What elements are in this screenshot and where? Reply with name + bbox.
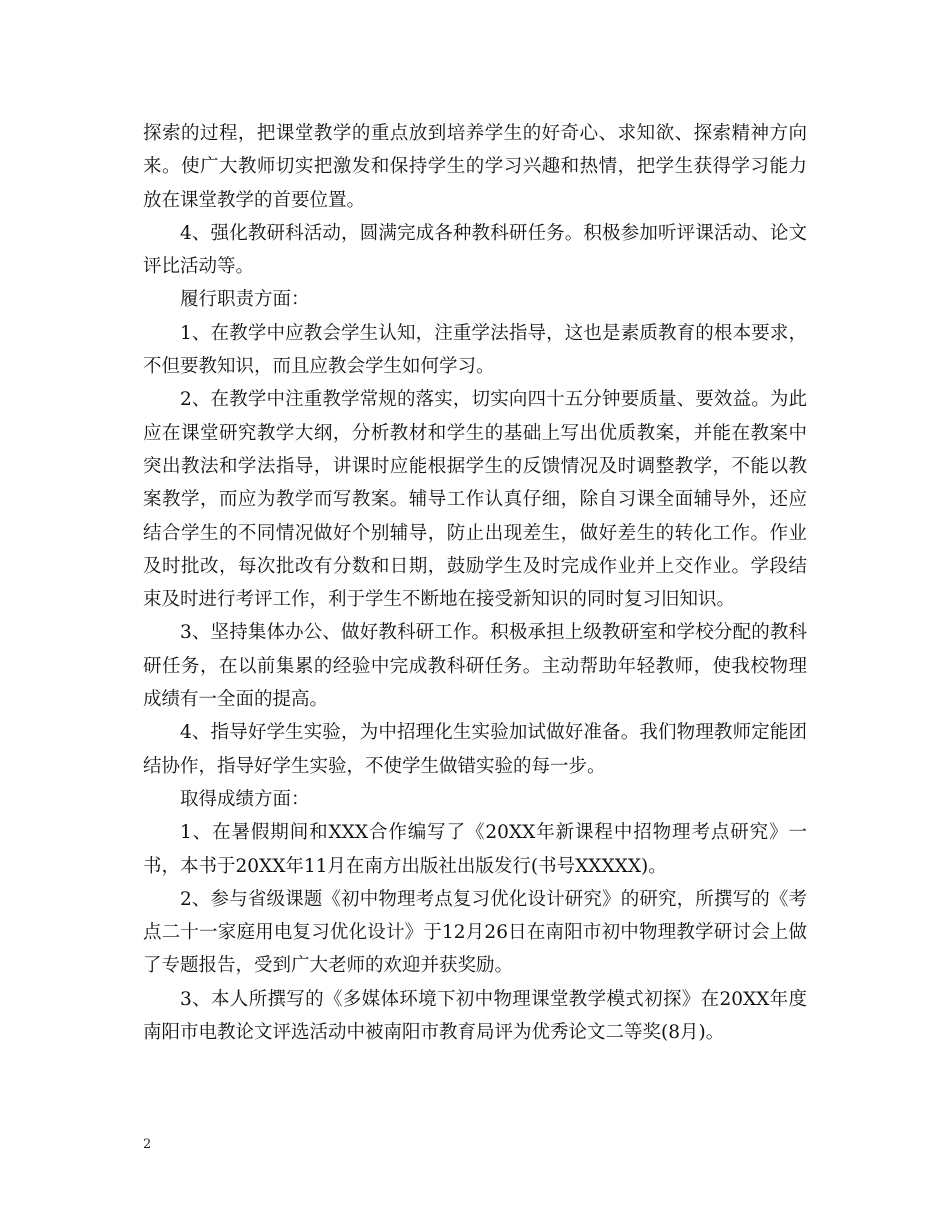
paragraph-11: 3、本人所撰写的《多媒体环境下初中物理课堂教学模式初探》在20XX年度南阳市电教论文评选活动中被南阳市教育局评为优秀论文二等奖(8月)。 <box>143 988 807 1044</box>
page-number: 2 <box>143 1137 152 1152</box>
section-heading-achievements: 取得成绩方面： <box>180 788 310 810</box>
paragraph-10: 2、参与省级课题《初中物理考点复习优化设计研究》的研究，所撰写的《考点二十一家庭用电复习优化设计》于12月26日在南阳市初中物理教学研讨会上做了专题报告，受到广大老师的欢迎并获奖励。 <box>143 888 807 977</box>
paragraph-2: 4、强化教研科活动，圆满完成各种教科研任务。积极参加听评课活动、论文评比活动等。 <box>143 222 807 278</box>
paragraph-5: 2、在教学中注重教学常规的落实，切实向四十五分钟要质量、要效益。为此应在课堂研究教学大纲，分析教材和学生的基础上写出优质教案，并能在教案中突出教法和学法指导，讲课时应能根据学生的反馈情况及时调整教学，不能以教案教学，而应为教学而写教案。辅导工作认真仔细，除自习课全面辅导外，还应结合学生的不同情况做好个别辅导，防止出现差生，做好差生的转化工作。作业及时批改，每次批改有分数和日期，鼓励学生及时完成作业并上交作业。学段结束及时进行考评工作，利于学生不断地在接受新知识的同时复习旧知识。 <box>143 389 807 611</box>
paragraph-6: 3、坚持集体办公、做好教科研工作。积极承担上级教研室和学校分配的教科研任务，在以前集累的经验中完成教科研任务。主动帮助年轻教师，使我校物理成绩有一全面的提高。 <box>143 622 807 711</box>
paragraph-1: 探索的过程，把课堂教学的重点放到培养学生的好奇心、求知欲、探索精神方向来。使广大教师切实把激发和保持学生的学习兴趣和热情，把学生获得学习能力放在课堂教学的首要位置。 <box>143 123 807 211</box>
paragraph-7: 4、指导好学生实验，为中招理化生实验加试做好准备。我们物理教师定能团结协作，指导好学生实验，不使学生做错实验的每一步。 <box>143 722 807 777</box>
document-body <box>143 117 807 1049</box>
section-heading-duties: 履行职责方面： <box>180 289 310 311</box>
paragraph-4: 1、在教学中应教会学生认知，注重学法指导，这也是素质教育的根本要求，不但要教知识，而且应教会学生如何学习。 <box>143 322 807 378</box>
paragraph-9: 1、在暑假期间和XXX合作编写了《20XX年新课程中招物理考点研究》一书，本书于20XX年11月在南方出版社出版发行(书号XXXXX)。 <box>143 822 807 877</box>
